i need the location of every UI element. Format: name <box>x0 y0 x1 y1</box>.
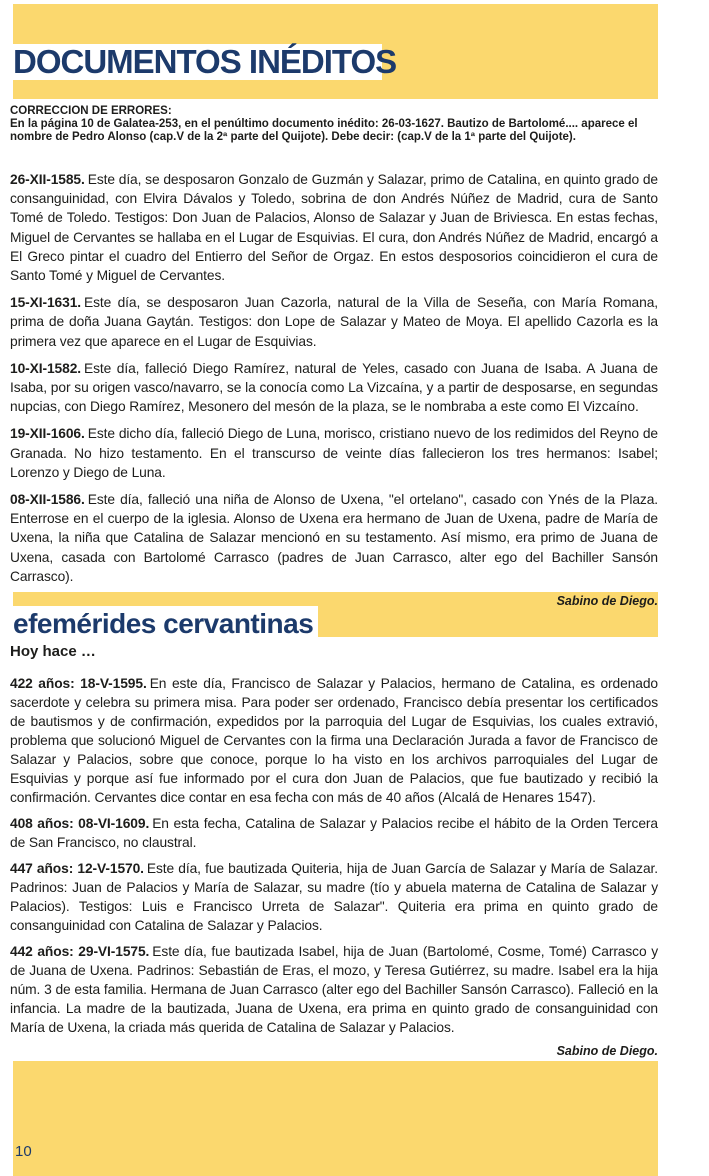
author-signature: Sabino de Diego. <box>556 1044 658 1058</box>
entry-date: 19-XII-1606. <box>10 426 85 442</box>
section2-content <box>10 643 658 1058</box>
document-entry <box>10 674 658 807</box>
entry-text: Este dicho día, falleció Diego de Luna, morisco, cristiano nuevo de los redimidos del Reyno de Granada. No hizo testamento. En el transcurso de veinte días fallecieron los tres hermanos: Isabel; Lorenzo y Diego de Luna. <box>10 426 658 480</box>
entry-date: 408 años: 08-VI-1609. <box>10 816 150 831</box>
entry-date: 422 años: 18-V-1595. <box>10 676 147 691</box>
document-entry <box>10 490 658 586</box>
document-entry <box>10 814 658 852</box>
section1-content <box>10 105 658 608</box>
document-entry <box>10 424 658 482</box>
document-entry <box>10 293 658 351</box>
page-number: 10 <box>15 1143 32 1160</box>
entry-date: 442 años: 29-VI-1575. <box>10 944 150 959</box>
document-entry <box>10 942 658 1037</box>
section2-subtitle: Hoy hace … <box>10 643 96 660</box>
section1-title: DOCUMENTOS INÉDITOS <box>13 43 397 80</box>
entry-date: 15-XI-1631. <box>10 295 81 311</box>
entry-text: Este día, fue bautizada Isabel, hija de Juan (Bartolomé, Cosme, Tomé) Carrasco y de Juana de Uxena. Padrinos: Sebastián de Eras, el mozo, y Teresa Gutiérrez, su madre. Isabel era la hija núm. 3 de esta familia. Hermana de Juan Carrasco (alter ego del Bachiller Sansón Carrasco). Falleció en la infancia. La madre de la bautizada, Juana de Uxena, era prima en quinto grado de consanguinidad con María de Uxena, la criada más querida de Catalina de Salazar y Palacios. <box>10 944 658 1035</box>
document-entry <box>10 170 658 285</box>
entry-date: 10-XI-1582. <box>10 360 81 376</box>
entry-text: Este día, se desposaron Gonzalo de Guzmán y Salazar, primo de Catalina, en quinto grado de consanguinidad, con Elvira Dávalos y Toledo, sobrina de don Andrés Núñez de Madrid, cura de Santo Tomé de Toledo. Testigos: Don Juan de Palacios, Alonso de Salazar y Juan de Briviesca. En estas fechas, Miguel de Cervantes se hallaba en el Lugar de Esquivias. El cura, don Andrés Núñez de Madrid, encargó a El Greco pintar el cuadro del Entierro del Señor de Orgaz. En estos desposorios coincidieron el cura de Santo Tomé y Miguel de Cervantes. <box>10 172 658 284</box>
correction-heading: CORRECCION DE ERRORES: <box>10 105 172 117</box>
section2-title: efemérides cervantinas <box>13 608 314 639</box>
entry-text: En este día, Francisco de Salazar y Palacios, hermano de Catalina, es ordenado sacerdote y celebra su primera misa. Para poder ser ordenado, Francisco debía presentar los certificados de bautismos y de confirmación, expedidos por la parroquia del Lugar de Esquivias, los cuales extravió, problema que solucionó Miguel de Cervantes con la firma una Declaración Jurada a favor de Francisco de Salazar y Palacios, sobre que conoce, porque lo ha visto en los archivos parroquiales del Lugar de Esquivias y porque así fue informado por el cura don Juan de Palacios, que fue bautizado y recibió la confirmación. Cervantes dice contar en esa fecha con más de 40 años (Alcalá de Henares 1547). <box>10 676 658 805</box>
entry-text: Este día, fue bautizada Quiteria, hija de Juan García de Salazar y María de Salazar. Padrinos: Juan de Palacios y María de Salazar, su madre (tío y abuela materna de Catalina de Salazar y Palacios). Testigos: Luis e Francisco Urreta de Salazar". Quiteria era prima en quinto grado de consanguinidad con Catalina de Salazar y Palacios. <box>10 861 658 933</box>
bottom-yellow-band <box>13 1061 658 1176</box>
entry-date: 447 años: 12-V-1570. <box>10 861 144 876</box>
section2-title-strip <box>0 606 318 642</box>
entry-text: Este día, falleció una niña de Alonso de Uxena, "el ortelano", casado con Ynés de la Plaza. Enterrose en el cuerpo de la iglesia. Alonso de Uxena era hermano de Juan de Uxena, padre de María de Uxena, la niña que Catalina de Salazar mencionó en su testamento. Así mismo, era primo de Juana de Uxena, casada con Bartolomé Carrasco (padres de Juan Carrasco, alter ego del Bachiller Sansón Carrasco). <box>10 492 658 584</box>
correction-body: En la página 10 de Galatea-253, en el penúltimo documento inédito: 26-03-1627. Bautizo de Bartolomé.... aparece el nombre de Pedro Alonso (cap.V de la 2ª parte del Quijote). Debe decir: (cap.V de la 1ª parte del Quijote). <box>10 118 638 143</box>
section1-title-strip <box>0 43 397 80</box>
entry-text: Este día, falleció Diego Ramírez, natural de Yeles, casado con Juana de Isaba. A Juana de Isaba, por su origen vasco/navarro, se la conocía como La Vizcaína, y a partir de desposarse, en segundas nupcias, con Diego Ramírez, Mesonero del mesón de la plaza, se le nombraba a este como El Vizcaíno. <box>10 360 658 415</box>
entry-date: 26-XII-1585. <box>10 172 85 187</box>
document-entry <box>10 359 658 417</box>
entry-text: Este día, se desposaron Juan Cazorla, natural de la Villa de Seseña, con María Romana, prima de doña Juana Gaytán. Testigos: don Lope de Salazar y Mateo de Moya. El apellido Cazorla es la primera vez que aparece en el Lugar de Esquivias. <box>10 295 658 349</box>
entry-text: En esta fecha, Catalina de Salazar y Palacios recibe el hábito de la Orden Tercera de San Francisco, no claustral. <box>10 816 658 850</box>
author-signature: Sabino de Diego. <box>556 594 658 609</box>
document-entry <box>10 859 658 935</box>
entry-date: 08-XII-1586. <box>10 492 85 508</box>
